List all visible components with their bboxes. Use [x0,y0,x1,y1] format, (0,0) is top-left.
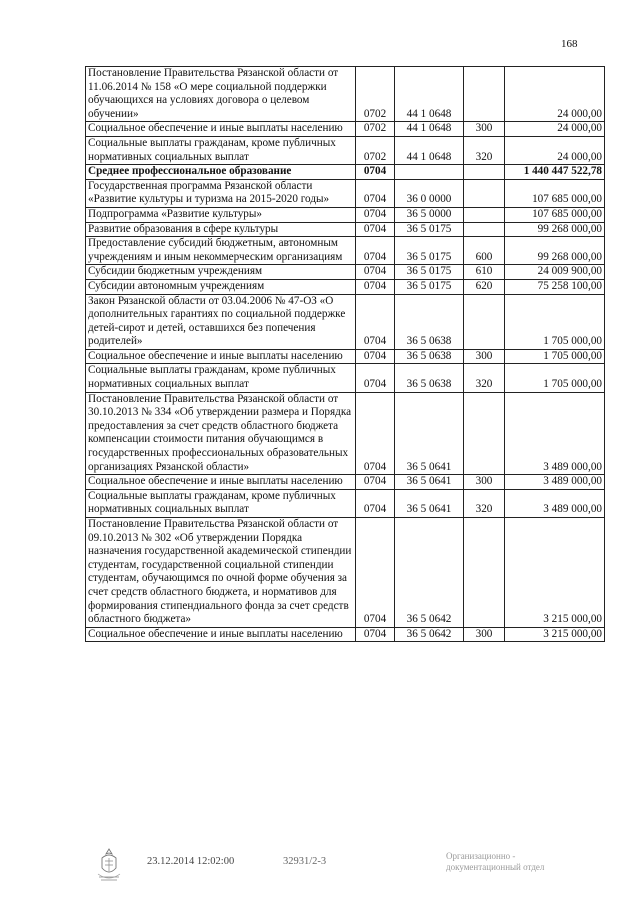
row-target-article: 36 0 0000 [395,179,464,207]
table-row [86,349,605,364]
row-section-code: 0704 [356,475,395,490]
row-amount: 24 000,00 [505,136,605,164]
row-section-code: 0704 [356,392,395,475]
row-section-code: 0704 [356,518,395,628]
row-name: Социальное обеспечение и иные выплаты населению [86,627,356,642]
page-footer [0,846,640,886]
table-row [86,136,605,164]
row-expense-type [464,207,505,222]
row-name: Постановление Правительства Рязанской области от 11.06.2014 № 158 «О мере социальной поддержки обучающихся на условиях договора о целевом обучении» [86,67,356,122]
row-amount: 1 705 000,00 [505,349,605,364]
row-target-article: 44 1 0648 [395,67,464,122]
table-row [86,518,605,628]
budget-table-body [86,67,605,642]
footer-department [446,851,566,873]
table-row [86,475,605,490]
row-target-article: 36 5 0642 [395,518,464,628]
row-expense-type [464,165,505,180]
row-name: Подпрограмма «Развитие культуры» [86,207,356,222]
row-expense-type: 620 [464,279,505,294]
table-row [86,222,605,237]
row-target-article: 36 5 0638 [395,364,464,392]
row-name: Постановление Правительства Рязанской области от 09.10.2013 № 302 «Об утверждении Порядка назначения государственной академической стипендии студентам, государственной социальной стипендии студентам, обучающимся по очной форме обучения за счет средств областного бюджета, и нормативов для формирования стипендиального фонда за счет средств областного бюджета» [86,518,356,628]
table-row [86,392,605,475]
row-section-code: 0704 [356,279,395,294]
row-amount: 24 000,00 [505,67,605,122]
row-amount: 3 215 000,00 [505,518,605,628]
row-name: Закон Рязанской области от 03.04.2006 № 47-ОЗ «О дополнительных гарантиях по социальной поддержке детей-сирот и детей, оставшихся без попечения родителей» [86,294,356,349]
row-target-article: 44 1 0648 [395,122,464,137]
row-amount: 3 489 000,00 [505,475,605,490]
row-expense-type: 300 [464,122,505,137]
row-target-article: 36 5 0175 [395,279,464,294]
row-section-code: 0702 [356,136,395,164]
row-amount: 3 489 000,00 [505,489,605,517]
table-row [86,364,605,392]
row-target-article: 36 5 0175 [395,265,464,280]
table-row [86,627,605,642]
row-section-code: 0704 [356,489,395,517]
row-expense-type [464,222,505,237]
row-target-article [395,165,464,180]
row-expense-type: 320 [464,136,505,164]
row-target-article: 36 5 0642 [395,627,464,642]
row-name: Социальные выплаты гражданам, кроме публичных нормативных социальных выплат [86,364,356,392]
row-name: Предоставление субсидий бюджетным, автономным учреждениям и иным некоммерческим организациям [86,237,356,265]
row-name: Постановление Правительства Рязанской области от 30.10.2013 № 334 «Об утверждении размера и Порядка предоставления за счет средств областного бюджета компенсации стоимости питания обучающимся в государственных профессиональных образовательных организациях Рязанской области» [86,392,356,475]
row-section-code: 0702 [356,122,395,137]
table-row [86,265,605,280]
page-number: 168 [561,38,578,50]
row-section-code: 0704 [356,165,395,180]
row-section-code: 0704 [356,237,395,265]
row-name: Социальное обеспечение и иные выплаты населению [86,122,356,137]
row-expense-type [464,392,505,475]
row-expense-type [464,67,505,122]
row-amount: 75 258 100,00 [505,279,605,294]
row-section-code: 0704 [356,265,395,280]
row-name: Социальные выплаты гражданам, кроме публичных нормативных социальных выплат [86,136,356,164]
row-amount: 24 000,00 [505,122,605,137]
row-target-article: 36 5 0641 [395,475,464,490]
row-expense-type: 610 [464,265,505,280]
footer-date: 23.12.2014 12:02:00 [147,856,235,867]
row-expense-type [464,518,505,628]
row-amount: 3 489 000,00 [505,392,605,475]
row-name: Государственная программа Рязанской области «Развитие культуры и туризма на 2015-2020 годы» [86,179,356,207]
row-amount: 1 705 000,00 [505,294,605,349]
row-expense-type [464,179,505,207]
row-target-article: 36 5 0641 [395,392,464,475]
row-target-article: 36 5 0175 [395,222,464,237]
row-target-article: 36 5 0638 [395,349,464,364]
row-expense-type: 300 [464,349,505,364]
row-name: Социальные выплаты гражданам, кроме публичных нормативных социальных выплат [86,489,356,517]
row-expense-type [464,294,505,349]
row-section-code: 0704 [356,627,395,642]
row-name: Социальное обеспечение и иные выплаты населению [86,475,356,490]
row-amount: 107 685 000,00 [505,179,605,207]
row-expense-type: 320 [464,364,505,392]
row-expense-type: 300 [464,627,505,642]
row-name: Развитие образования в сфере культуры [86,222,356,237]
table-row [86,122,605,137]
row-expense-type: 600 [464,237,505,265]
row-target-article: 36 5 0641 [395,489,464,517]
row-amount: 1 440 447 522,78 [505,165,605,180]
row-amount: 99 268 000,00 [505,222,605,237]
row-name: Среднее профессиональное образование [86,165,356,180]
coat-of-arms-icon [94,846,124,884]
row-amount: 107 685 000,00 [505,207,605,222]
row-amount: 99 268 000,00 [505,237,605,265]
row-section-code: 0704 [356,294,395,349]
table-row [86,165,605,180]
budget-table [85,66,605,642]
row-expense-type: 320 [464,489,505,517]
row-target-article: 36 5 0638 [395,294,464,349]
row-name: Субсидии автономным учреждениям [86,279,356,294]
row-target-article: 44 1 0648 [395,136,464,164]
row-target-article: 36 5 0175 [395,237,464,265]
row-amount: 24 009 900,00 [505,265,605,280]
table-row [86,207,605,222]
footer-department-line1: Организационно - [446,851,516,861]
row-section-code: 0704 [356,207,395,222]
row-section-code: 0704 [356,222,395,237]
row-section-code: 0702 [356,67,395,122]
table-row [86,179,605,207]
table-row [86,237,605,265]
row-section-code: 0704 [356,364,395,392]
row-target-article: 36 5 0000 [395,207,464,222]
footer-department-line2: документационный отдел [446,862,545,872]
table-row [86,279,605,294]
footer-code: 32931/2-3 [283,856,327,867]
table-row [86,489,605,517]
table-row [86,67,605,122]
row-amount: 3 215 000,00 [505,627,605,642]
row-section-code: 0704 [356,349,395,364]
row-section-code: 0704 [356,179,395,207]
row-name: Социальное обеспечение и иные выплаты населению [86,349,356,364]
row-expense-type: 300 [464,475,505,490]
row-amount: 1 705 000,00 [505,364,605,392]
table-row [86,294,605,349]
row-name: Субсидии бюджетным учреждениям [86,265,356,280]
